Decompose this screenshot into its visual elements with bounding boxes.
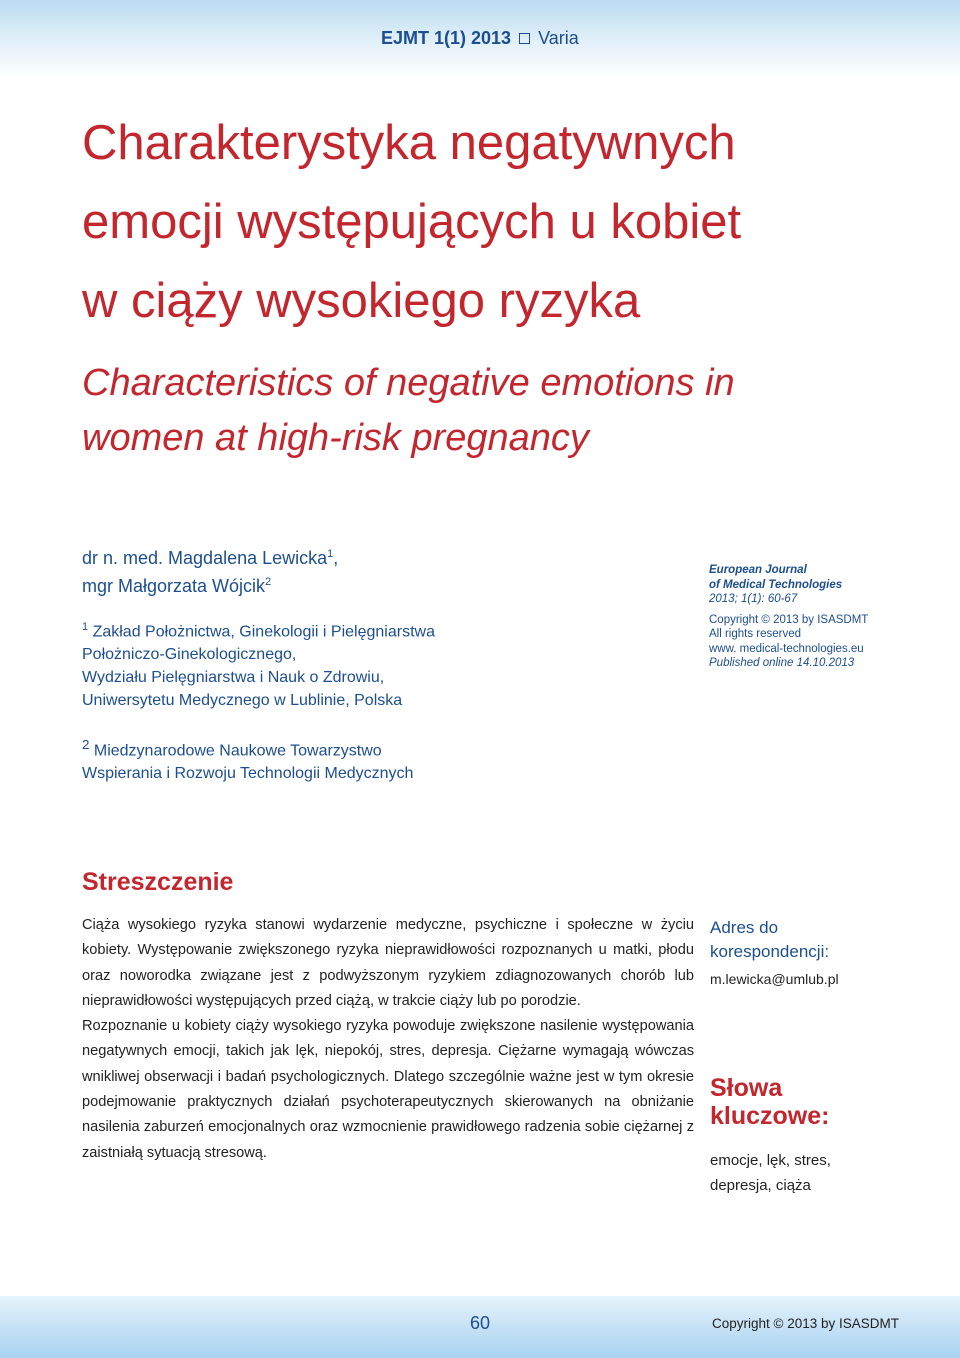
affiliation-2: $^2$ Miedzynarodowe Naukowe Towarzystwo Wspierania i Rozwoju Technologii Medycznych	[82, 737, 414, 783]
correspondence-email[interactable]: m.lewicka@umlub.pl	[710, 971, 839, 987]
title-line: Charakterystyka negatywnych	[82, 116, 736, 170]
section-name: Varia	[538, 28, 579, 48]
affiliation-1: $^1$ Zakład Położnictwa, Ginekologii i Pielęgniarstwa Położniczo-Ginekologicznego, Wydziału Pielęgniarstwa i Nauk o Zdrowiu, Uniwersytetu Medycznego w Lublinie, Polska	[82, 621, 435, 710]
journal-citation: 2013; 1(1): 60-67	[709, 593, 798, 605]
journal-name: of Medical Technologies	[709, 578, 843, 591]
title-line: w ciąży wysokiego ryzyka	[82, 274, 641, 328]
author-2: mgr Małgorzata Wójcik$^2$	[82, 576, 272, 596]
subtitle-line: women at high-risk pregnancy	[82, 417, 589, 459]
keywords-list: emocje, lęk, stres, depresja, ciąża	[710, 1152, 831, 1194]
published-date: Published online 14.10.2013	[709, 657, 855, 669]
journal-short-name: EJMT 1(1) 2013	[381, 28, 512, 48]
title-english	[82, 356, 902, 466]
journal-copyright: Copyright © 2013 by ISASDMT	[709, 613, 869, 626]
abstract-body	[82, 913, 694, 1166]
title-line: emocji występujących u kobiet	[82, 195, 742, 249]
journal-name: European Journal	[709, 564, 807, 576]
journal-info	[709, 563, 868, 671]
journal-website[interactable]: www. medical-technologies.eu	[709, 642, 864, 655]
authors	[82, 542, 338, 598]
separator-square-icon	[519, 33, 530, 44]
title-polish	[82, 104, 902, 341]
page-number: 60	[470, 1313, 491, 1333]
subtitle-line: Characteristics of negative emotions in	[82, 362, 735, 404]
footer-copyright: Copyright © 2013 by ISASDMT	[712, 1316, 900, 1331]
correspondence-heading: Adres do korespondencji:	[710, 918, 830, 961]
author-1: dr n. med. Magdalena Lewicka$^1$,	[82, 548, 339, 568]
page-header	[0, 0, 960, 78]
abstract-paragraph: Rozpoznanie u kobiety ciąży wysokiego ryzyka powoduje zwiększone nasilenie występowania negatywnych emocji, takich jak lęk, niepokój, stres, depresja. Ciężarne wymagają wówczas wnikliwej obserwacji i badań psychologicznych. Dlatego szczególnie ważne jest w tym okresie podejmowanie praktycznych działań psychoterapeutycznych skierowanych na obniżanie nasilenia zaburzeń emocjonalnych oraz wzmocnienie prawidłowego radzenia sobie ciężarnej z zaistniałą sytuacją stresową.	[82, 1018, 694, 1161]
journal-rights: All rights reserved	[709, 628, 802, 640]
running-head	[381, 28, 579, 49]
page-footer	[0, 1296, 960, 1358]
abstract-paragraph: Ciąża wysokiego ryzyka stanowi wydarzenie medyczne, psychiczne i społeczne w życiu kobiety. Występowanie zwiększonego ryzyka nieprawidłowości rozpoznanych u matki, płodu oraz noworodka związane jest z podwyższonym ryzykiem zdiagnozowanych chorób lub nieprawidłowości występujących przed ciążą, w trakcie ciąży lub po porodzie.	[82, 917, 694, 1009]
abstract-heading: Streszczenie	[82, 868, 234, 896]
keywords-heading: Słowa kluczowe:	[710, 1074, 830, 1130]
